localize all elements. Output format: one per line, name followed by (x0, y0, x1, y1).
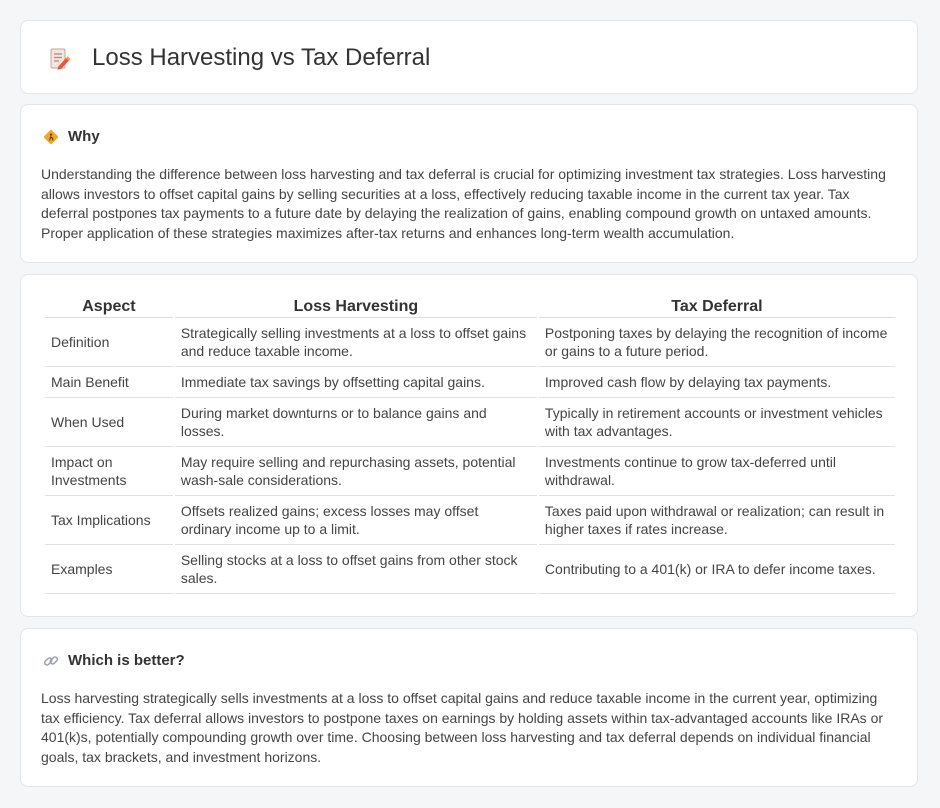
comparison-table (43, 297, 897, 594)
aspect-cell: Tax Implications (45, 496, 173, 545)
table-row (45, 545, 895, 594)
table-header-row (45, 297, 895, 318)
document-edit-icon (47, 47, 71, 71)
which-is-better-text: Loss harvesting strategically sells investments at a loss to offset capital gains and reduce taxable income in the current year, optimizing tax efficiency. Tax deferral allows investors to postpone taxes on earnings by holding assets within tax-advantaged accounts like IRAs or 401(k)s, potentially compounding growth over time. Choosing between loss harvesting and tax deferral depends on individual financial goals, tax brackets, and investment horizons. (41, 690, 884, 765)
comparison-section (20, 274, 918, 617)
loss-harvesting-cell: Selling stocks at a loss to offset gains from other stock sales. (175, 545, 537, 594)
table-row (45, 447, 895, 496)
tax-deferral-cell: Investments continue to grow tax-deferred until withdrawal. (539, 447, 895, 496)
link-icon (43, 653, 59, 669)
aspect-cell: Main Benefit (45, 367, 173, 398)
tax-deferral-cell: Typically in retirement accounts or investment vehicles with tax advantages. (539, 398, 895, 447)
tax-deferral-cell: Contributing to a 401(k) or IRA to defer income taxes. (539, 545, 895, 594)
tax-deferral-cell: Improved cash flow by delaying tax payments. (539, 367, 895, 398)
table-row (45, 398, 895, 447)
aspect-cell: Definition (45, 318, 173, 367)
tax-deferral-cell: Taxes paid upon withdrawal or realization; can result in higher taxes if rates increase. (539, 496, 895, 545)
loss-harvesting-cell: Strategically selling investments at a loss to offset gains and reduce taxable income. (175, 318, 537, 367)
aspect-cell: Examples (45, 545, 173, 594)
which-is-better-heading-label: Which is better? (68, 652, 185, 669)
loss-harvesting-cell: Offsets realized gains; excess losses may offset ordinary income up to a limit. (175, 496, 537, 545)
loss-harvesting-cell: During market downturns or to balance gains and losses. (175, 398, 537, 447)
column-header-loss-harvesting: Loss Harvesting (175, 297, 537, 318)
aspect-cell: Impact on Investments (45, 447, 173, 496)
loss-harvesting-cell: May require selling and repurchasing assets, potential wash-sale considerations. (175, 447, 537, 496)
page-title: Loss Harvesting vs Tax Deferral (92, 44, 431, 71)
tax-deferral-cell: Postponing taxes by delaying the recognition of income or gains to a future period. (539, 318, 895, 367)
loss-harvesting-cell: Immediate tax savings by offsetting capital gains. (175, 367, 537, 398)
table-row (45, 496, 895, 545)
why-section (20, 104, 918, 263)
column-header-aspect: Aspect (45, 297, 173, 318)
why-heading-label: Why (68, 128, 100, 145)
column-header-tax-deferral: Tax Deferral (539, 297, 895, 318)
table-row (45, 367, 895, 398)
why-text: Understanding the difference between loss harvesting and tax deferral is crucial for optimizing investment tax strategies. Loss harvesting allows investors to offset capital gains by selling securities at a loss, effectively reducing taxable income in the current tax year. Tax deferral postpones tax payments to a future date by delaying the realization of gains, enabling compound growth on untaxed amounts. Proper application of these strategies maximizes after-tax returns and enhances long-term wealth accumulation. (41, 166, 886, 241)
title-card (20, 20, 918, 94)
which-is-better-section (20, 628, 918, 787)
diamond-sign-icon (43, 129, 59, 145)
aspect-cell: When Used (45, 398, 173, 447)
table-row (45, 318, 895, 367)
